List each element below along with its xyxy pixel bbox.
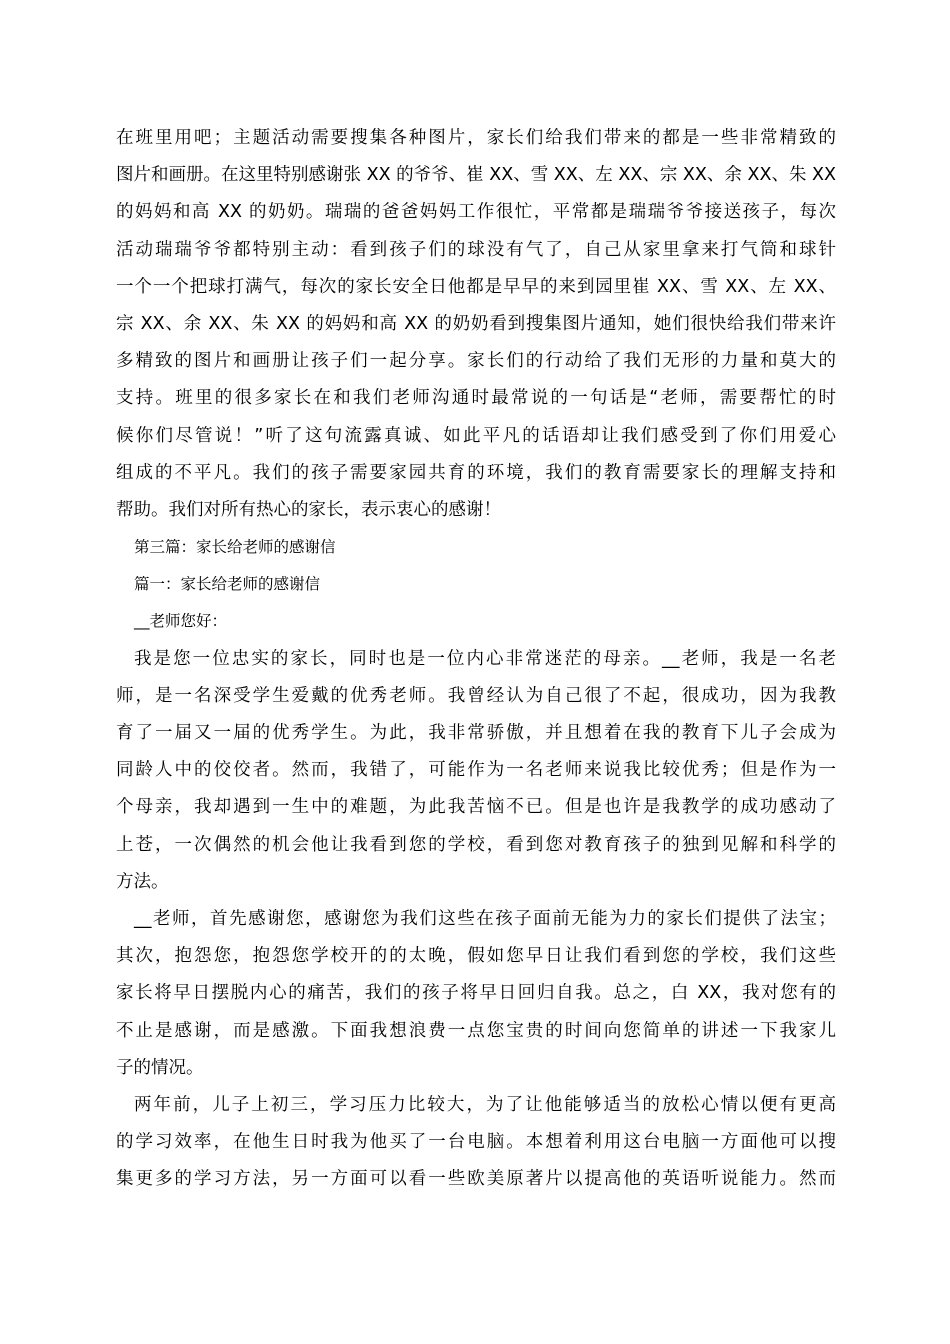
text-line: 集更多的学习方法，另一方面可以看一些欧美原著片以提高他的英语听说能力。然而 [116,1169,836,1190]
text-line: 上苍，一次偶然的机会他让我看到您的学校，看到您对教育孩子的独到见解和科学的 [116,834,836,855]
letter-greeting: __老师您好： [134,612,228,631]
text-line: 候你们尽管说！”听了这句流露真诚、如此平凡的话语却让我们感受到了你们用爱心 [116,425,836,446]
text-line: 其次，抱怨您，抱怨您学校开的的太晚，假如您早日让我们看到您的学校，我们这些 [116,946,836,967]
text-line: 同龄人中的佼佼者。然而，我错了，可能作为一名老师来说我比较优秀；但是作为一 [116,760,836,781]
text-line: 活动瑞瑞爷爷都特别主动：看到孩子们的球没有气了，自己从家里拿来打气筒和球针 [116,239,836,260]
text-line: 帮助。我们对所有热心的家长，表示衷心的感谢！ [116,499,501,520]
paragraph-letter-2 [116,901,836,1087]
text-line: 个母亲，我却遇到一生中的难题，为此我苦恼不已。但是也许是我教学的成功感动了 [116,797,836,818]
paragraph-letter-3 [116,1087,836,1199]
text-line: 我是您一位忠实的家长，同时也是一位内心非常迷茫的母亲。__老师，我是一名老 [134,648,836,669]
text-line: __老师，首先感谢您，感谢您为我们这些在孩子面前无能为力的家长们提供了法宝； [134,908,836,929]
text-line: 不止是感谢，而是感激。下面我想浪费一点您宝贵的时间向您简单的讲述一下我家儿 [116,1020,836,1041]
text-line: 一个一个把球打满气，每次的家长安全日他都是早早的来到园里崔 XX、雪 XX、左 XX、 [116,276,836,297]
text-line: 多精致的图片和画册让孩子们一起分享。家长们的行动给了我们无形的力量和莫大的 [116,351,836,372]
text-line: 的学习效率，在他生日时我为他买了一台电脑。本想着利用这台电脑一方面他可以搜 [116,1132,836,1153]
text-line: 两年前，儿子上初三，学习压力比较大，为了让他能够适当的放松心情以便有更高 [134,1094,836,1115]
text-line: 支持。班里的很多家长在和我们老师沟通时最常说的一句话是“老师，需要帮忙的时 [116,388,836,409]
text-line: 育了一届又一届的优秀学生。为此，我非常骄傲，并且想着在我的教育下儿子会成为 [116,723,836,743]
paragraph-letter-1 [116,641,836,901]
text-line: 子的情况。 [116,1057,204,1078]
article-title: 篇一：家长给老师的感谢信 [134,575,321,594]
text-line: 宗 XX、余 XX、朱 XX 的妈妈和高 XX 的奶奶看到搜集图片通知，她们很快给我们带来许 [116,313,836,334]
section-title: 第三篇：家长给老师的感谢信 [134,538,336,557]
text-line: 的妈妈和高 XX 的奶奶。瑞瑞的爸爸妈妈工作很忙，平常都是瑞瑞爷爷接送孩子，每次 [116,202,836,223]
document-page [116,120,836,1198]
text-line: 方法。 [116,871,169,892]
text-line: 师，是一名深受学生爱戴的优秀老师。我曾经认为自己很了不起，很成功，因为我教 [116,685,836,706]
text-line: 图片和画册。在这里特别感谢张 XX 的爷爷、崔 XX、雪 XX、左 XX、宗 XX、余 XX、朱 XX [116,165,836,186]
text-line: 在班里用吧；主题活动需要搜集各种图片，家长们给我们带来的都是一些非常精致的 [116,128,836,148]
text-line: 家长将早日摆脱内心的痛苦，我们的孩子将早日回归自我。总之，白 XX，我对您有的 [116,983,836,1004]
paragraph-intro [116,120,836,529]
text-line: 组成的不平凡。我们的孩子需要家园共育的环境，我们的教育需要家长的理解支持和 [116,462,836,483]
